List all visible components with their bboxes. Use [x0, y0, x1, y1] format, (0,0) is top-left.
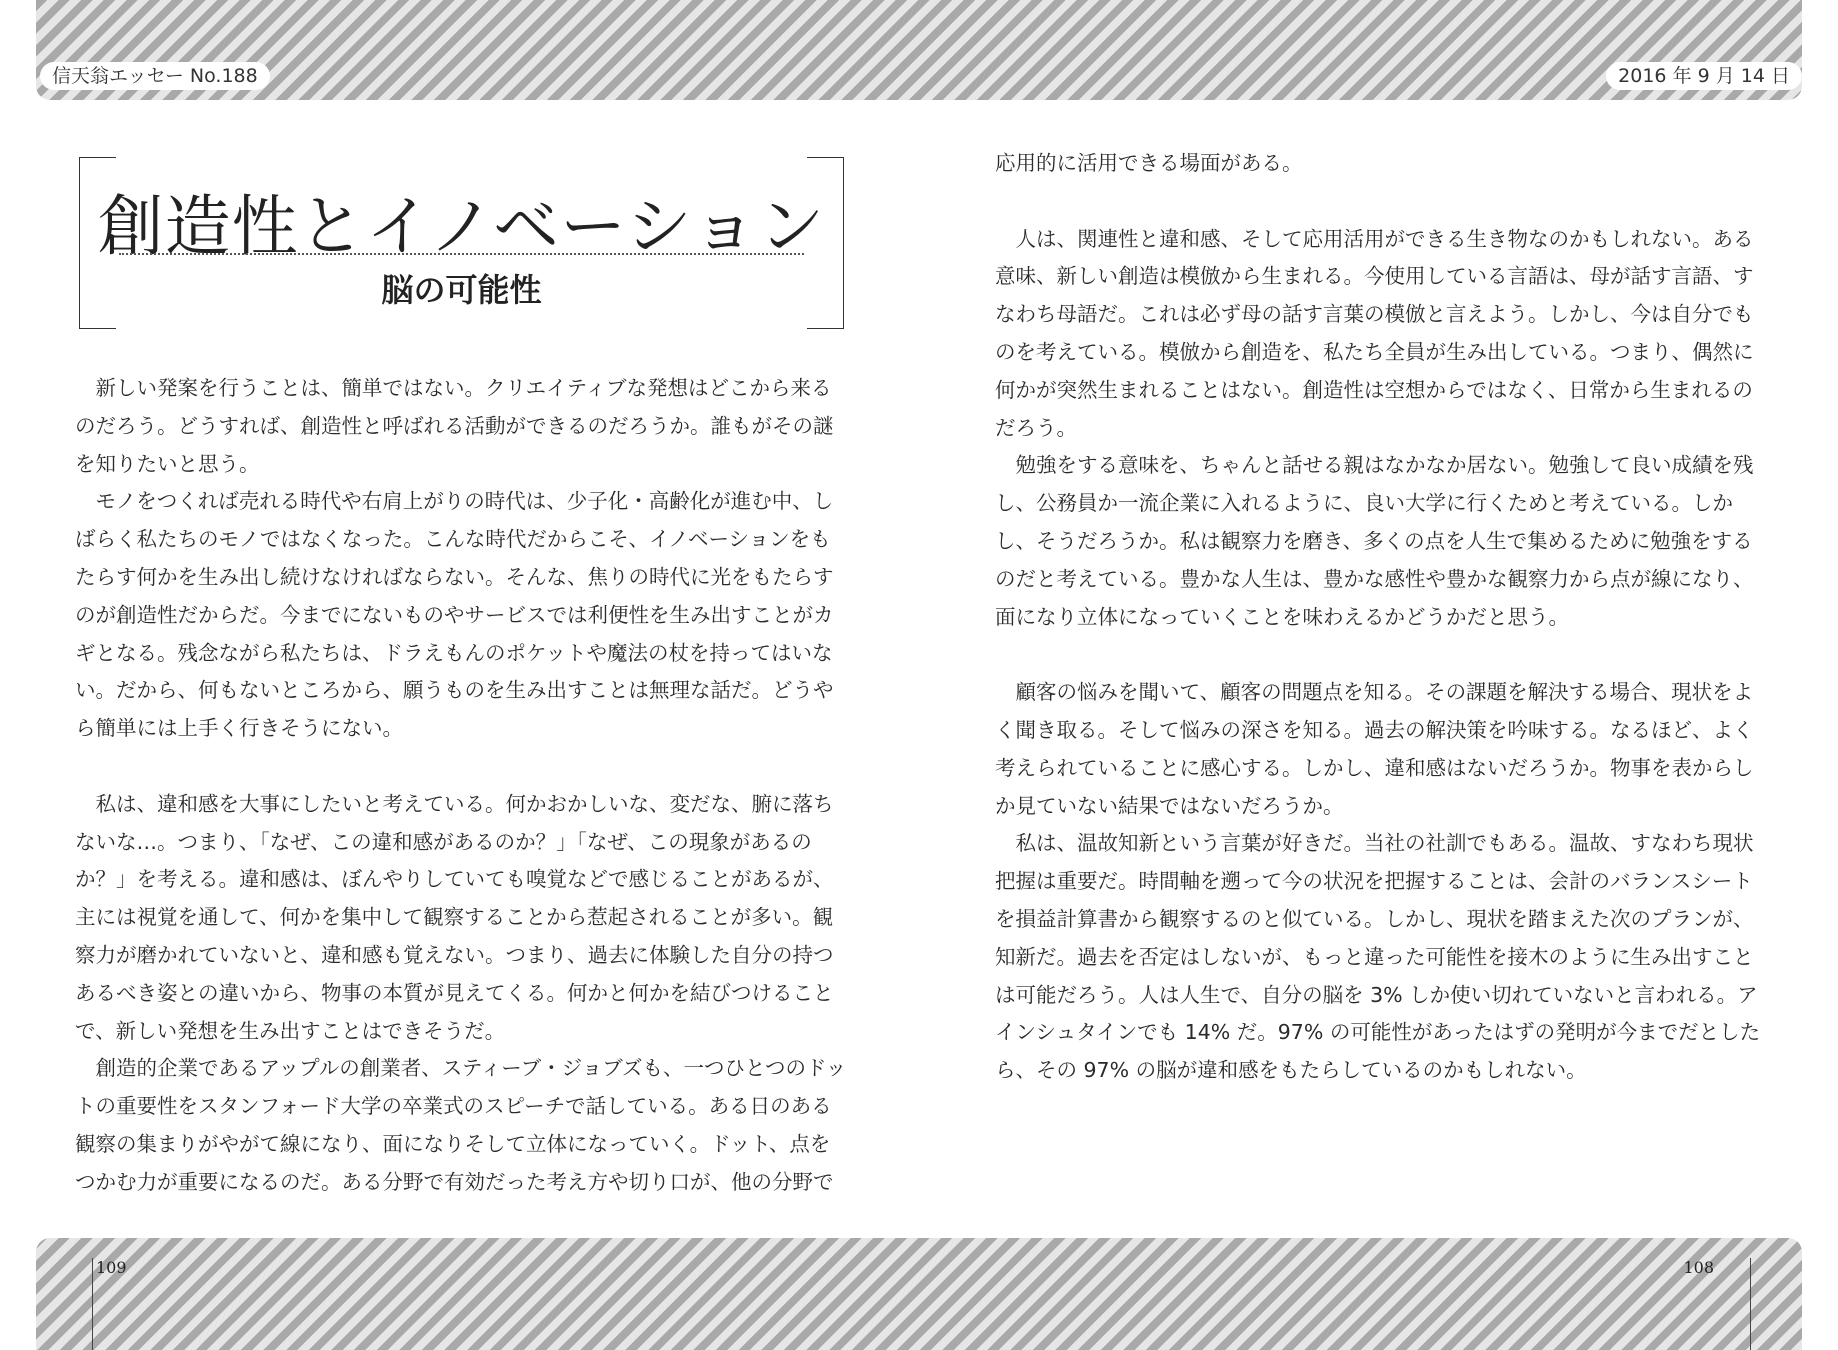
paragraph: 応用的に活用できる場面がある。	[995, 151, 1303, 175]
title-divider	[119, 253, 804, 255]
paragraph: 顧客の悩みを聞いて、顧客の問題点を知る。その課題を解決する場合、現状をよく聞き取る。そして悩みの深さを知る。過去の解決策を吟味する。なるほど、よく考えられていることに感心する。しかし、違和感はないだろうか。物事を表からしか見ていない結果ではないだろうか。	[995, 680, 1754, 818]
footer-band	[36, 1238, 1802, 1350]
header-band	[36, 0, 1802, 100]
paragraph: 新しい発案を行うことは、簡単ではない。クリエイティブな発想はどこから来るのだろう。どうすれば、創造性と呼ばれる活動ができるのだろうか。誰もがその謎を知りたいと思う。	[75, 376, 834, 476]
page-number-right: 108	[1683, 1258, 1714, 1277]
title-box	[79, 157, 844, 329]
paragraph: 勉強をする意味を、ちゃんと話せる親はなかなか居ない。勉強して良い成績を残し、公務員か一流企業に入れるように、良い大学に行くためと考えている。しかし、そうだろうか。私は観察力を磨き、多くの点を人生で集めるために勉強をするのだと考えている。豊かな人生は、豊かな感性や豊かな観察力から点が線になり、面になり立体になっていくことを味わえるかどうかだと思う。	[995, 453, 1754, 629]
paragraph: 私は、温故知新という言葉が好きだ。当社の社訓でもある。温故、すなわち現状把握は重要だ。時間軸を遡って今の状況を把握することは、会計のバランスシートを損益計算書から観察するのと似ている。しかし、現状を踏まえた次のプランが、知新だ。過去を否定はしないが、もっと違った可能性を接木のように生み出すことは可能だろう。人は人生で、自分の脳を 3% しか使い切れていないと言われる。アインシュタインでも 14% だ。97% の可能性があったはずの発明が今までだとしたら、その 97% の脳が違和感をもたらしているのかもしれない。	[995, 831, 1761, 1083]
series-label: 信天翁エッセー No.188	[40, 62, 270, 90]
page-edge-line	[1750, 1258, 1751, 1350]
sub-title: 脳の可能性	[381, 271, 542, 309]
main-title: 創造性とイノベーション	[97, 188, 826, 265]
date-label: 2016 年 9 月 14 日	[1606, 62, 1802, 90]
paragraph: モノをつくれば売れる時代や右肩上がりの時代は、少子化・高齢化が進む中、しばらく私たちのモノではなくなった。こんな時代だからこそ、イノベーションをもたらす何かを生み出し続けなければならない。そんな、焦りの時代に光をもたらすのが創造性だからだ。今までにないものやサービスでは利便性を生み出すことがカギとなる。残念ながら私たちは、ドラえもんのポケットや魔法の杖を持ってはいない。だから、何もないところから、願うものを生み出すことは無理な話だ。どうやら簡単には上手く行きそうにない。	[75, 489, 834, 741]
paragraph: 人は、関連性と違和感、そして応用活用ができる生き物なのかもしれない。ある意味、新しい創造は模倣から生まれる。今使用している言語は、母が話す言語、すなわち母語だ。これは必ず母の話す言葉の模倣と言えよう。しかし、今は自分でものを考えている。模倣から創造を、私たち全員が生み出している。つまり、偶然に何かが突然生まれることはない。創造性は空想からではなく、日常から生まれるのだろう。	[995, 226, 1754, 440]
page-number-left: 109	[96, 1258, 127, 1277]
right-column	[995, 145, 1767, 1090]
left-column	[75, 370, 847, 1202]
paragraph: 創造的企業であるアップルの創業者、スティーブ・ジョブズも、一つひとつのドットの重要性をスタンフォード大学の卒業式のスピーチで話している。ある日のある観察の集まりがやがて線になり、面になりそして立体になっていく。ドット、点をつかむ力が重要になるのだ。ある分野で有効だった考え方や切り口が、他の分野で	[75, 1056, 847, 1194]
page-edge-line	[92, 1258, 93, 1350]
paragraph: 私は、違和感を大事にしたいと考えている。何かおかしいな、変だな、腑に落ちないな…。つまり、「なぜ、この違和感があるのか？」「なぜ、この現象があるのか？」を考える。違和感は、ぼんやりしていても嗅覚などで感じることがあるが、主には視覚を通して、何かを集中して観察することから惹起されることが多い。観察力が磨かれていないと、違和感も覚えない。つまり、過去に体験した自分の持つあるべき姿との違いから、物事の本質が見えてくる。何かと何かを結びつけることで、新しい発想を生み出すことはできそうだ。	[75, 791, 834, 1043]
